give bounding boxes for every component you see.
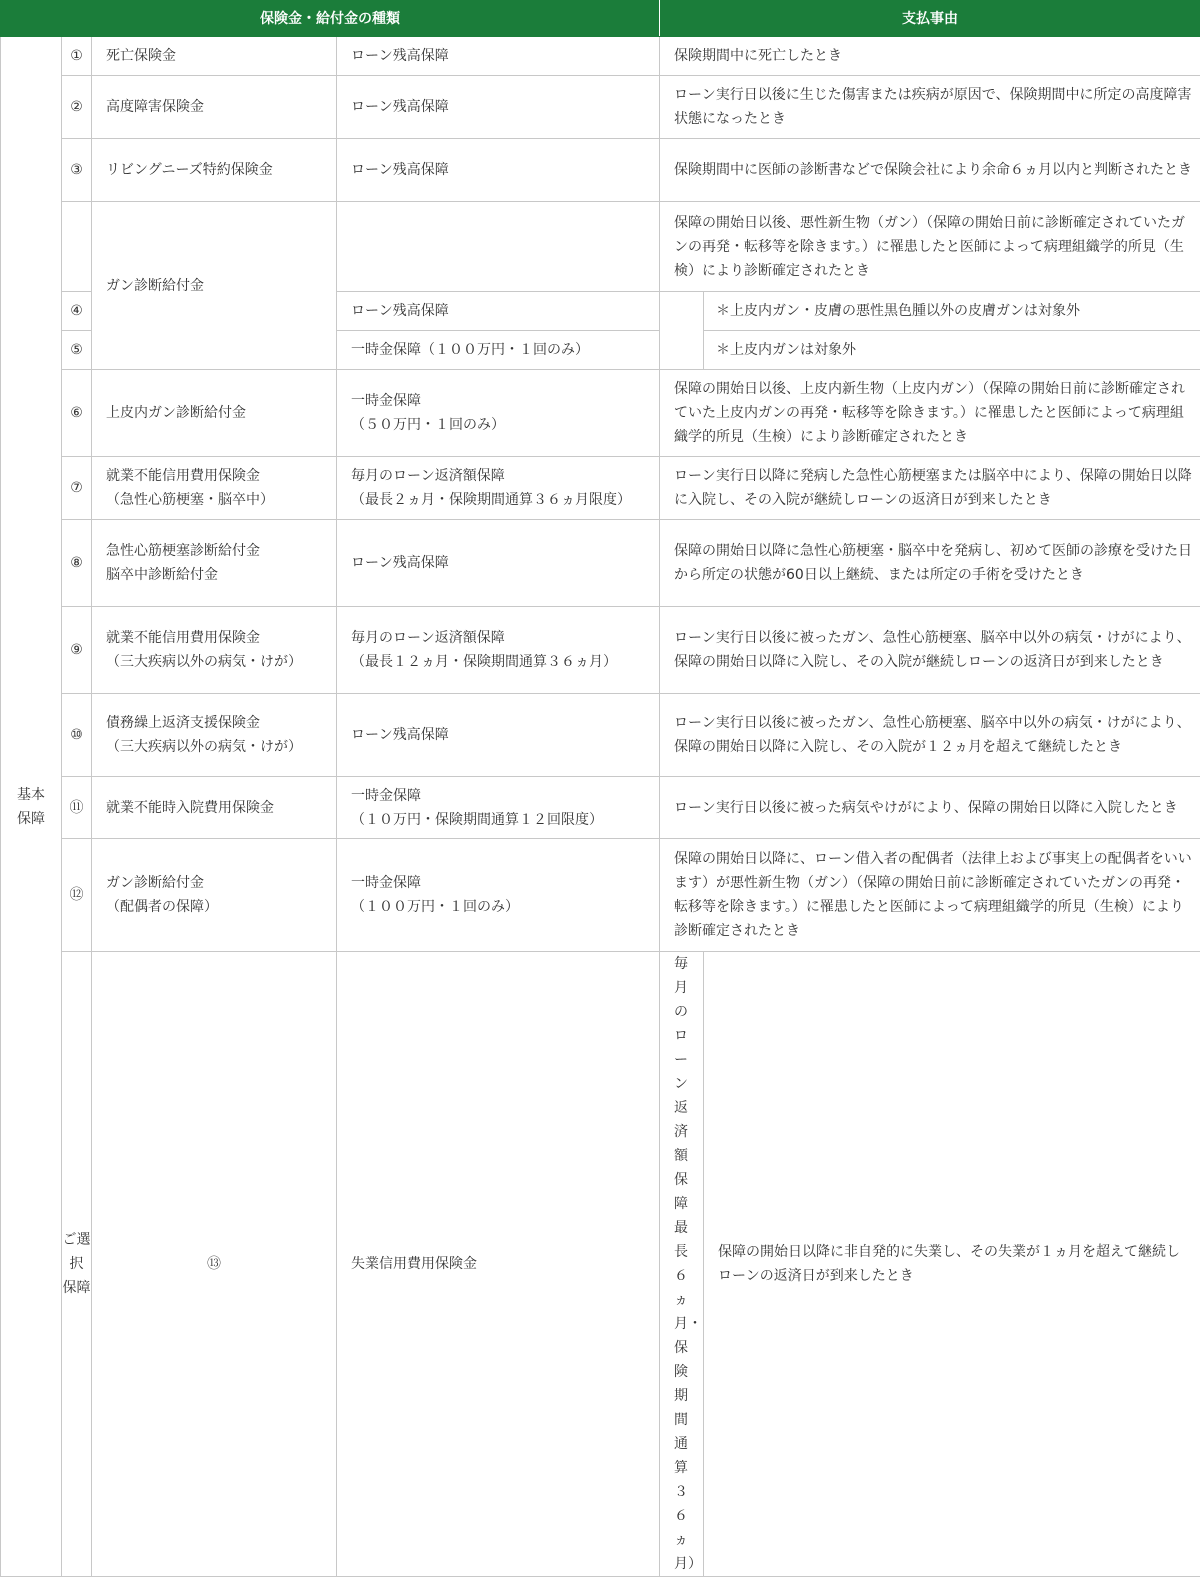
- coverage: ローン残高保障: [337, 76, 660, 139]
- coverage: ローン残高保障: [337, 292, 660, 331]
- coverage: 一時金保障 （１００万円・１回のみ）: [337, 839, 660, 952]
- benefit-name: 就業不能信用費用保険金 （三大疾病以外の病気・けが）: [92, 607, 337, 694]
- benefit-name: 高度障害保険金: [92, 76, 337, 139]
- table-row: [1, 76, 1200, 139]
- benefit-name: 失業信用費用保険金: [337, 952, 660, 1577]
- coverage: ローン残高保障: [337, 37, 660, 76]
- coverage: 一時金保障 （１０万円・保険期間通算１２回限度）: [337, 777, 660, 839]
- header-type: 保険金・給付金の種類: [1, 1, 660, 37]
- payment-reason: 保障の開始日以降に急性心筋梗塞・脳卒中を発病し、初めて医師の診療を受けた日から所定の状態が60日以上継続、または所定の手術を受けたとき: [660, 520, 1200, 607]
- row-number: ⑧: [62, 520, 92, 607]
- payment-reason: ローン実行日以後に生じた傷害または疾病が原因で、保険期間中に所定の高度障害状態になったとき: [660, 76, 1200, 139]
- exclusion-note: ＊上皮内ガン・皮膚の悪性黒色腫以外の皮膚ガンは対象外: [704, 292, 1200, 331]
- row-number: ①: [62, 37, 92, 76]
- coverage: 毎月のローン返済額保障 （最長１２ヵ月・保険期間通算３６ヵ月）: [337, 607, 660, 694]
- table-header-row: [1, 1, 1200, 37]
- row-number: ②: [62, 76, 92, 139]
- row-number: ⑪: [62, 777, 92, 839]
- benefit-name: 就業不能信用費用保険金 （急性心筋梗塞・脳卒中）: [92, 457, 337, 520]
- table-row: [1, 952, 1200, 1577]
- benefit-name: ガン診断給付金 （配偶者の保障）: [92, 839, 337, 952]
- row-number: ⑤: [62, 331, 92, 370]
- benefit-name: リビングニーズ特約保険金: [92, 139, 337, 202]
- row-number: ⑨: [62, 607, 92, 694]
- payment-reason: 保障の開始日以後、上皮内新生物（上皮内ガン）（保障の開始日前に診断確定されていた上皮内ガンの再発・転移等を除きます。）に罹患したと医師によって病理組織学的所見（生検）により診断確定されたとき: [660, 370, 1200, 457]
- benefit-name: 死亡保険金: [92, 37, 337, 76]
- row-number: ⑩: [62, 694, 92, 777]
- table-row: [1, 694, 1200, 777]
- table-row: [1, 520, 1200, 607]
- payment-reason: 保険期間中に死亡したとき: [660, 37, 1200, 76]
- table-row: [1, 607, 1200, 694]
- coverage: ローン残高保障: [337, 139, 660, 202]
- note-indent: [660, 292, 704, 370]
- payment-reason: 保険期間中に医師の診断書などで保険会社により余命６ヵ月以内と判断されたとき: [660, 139, 1200, 202]
- row-number: ③: [62, 139, 92, 202]
- table-row: [1, 202, 1200, 292]
- coverage: ローン残高保障: [337, 694, 660, 777]
- benefit-name: 急性心筋梗塞診断給付金 脳卒中診断給付金: [92, 520, 337, 607]
- table-row: [1, 839, 1200, 952]
- coverage: 毎月のローン返済額保障 （最長２ヵ月・保険期間通算３６ヵ月限度）: [337, 457, 660, 520]
- coverage: 一時金保障 （５０万円・１回のみ）: [337, 370, 660, 457]
- exclusion-note: ＊上皮内ガンは対象外: [704, 331, 1200, 370]
- payment-reason: 保障の開始日以降に非自発的に失業し、その失業が１ヵ月を超えて継続しローンの返済日が到来したとき: [704, 952, 1200, 1577]
- table-row: [1, 139, 1200, 202]
- payment-reason: ローン実行日以後に被ったガン、急性心筋梗塞、脳卒中以外の病気・けがにより、保障の開始日以降に入院し、その入院が１２ヵ月を超えて継続したとき: [660, 694, 1200, 777]
- row-number: ⑥: [62, 370, 92, 457]
- coverage-blank: [337, 202, 660, 292]
- payment-reason: 保障の開始日以後、悪性新生物（ガン）（保障の開始日前に診断確定されていたガンの再発・転移等を除きます。）に罹患したと医師によって病理組織学的所見（生検）により診断確定されたとき: [660, 202, 1200, 292]
- table-row: [1, 37, 1200, 76]
- benefit-name: 就業不能時入院費用保険金: [92, 777, 337, 839]
- row-number: ⑫: [62, 839, 92, 952]
- benefit-name: ガン診断給付金: [92, 202, 337, 370]
- payment-reason: ローン実行日以降に発病した急性心筋梗塞または脳卒中により、保障の開始日以降に入院し、その入院が継続しローンの返済日が到来したとき: [660, 457, 1200, 520]
- table-row: [1, 457, 1200, 520]
- table-row: [1, 777, 1200, 839]
- payment-reason: ローン実行日以後に被った病気やけがにより、保障の開始日以降に入院したとき: [660, 777, 1200, 839]
- group-label-optional: ご選択 保障: [62, 952, 92, 1577]
- row-number: ⑦: [62, 457, 92, 520]
- coverage: 一時金保障（１００万円・１回のみ）: [337, 331, 660, 370]
- header-reason: 支払事由: [660, 1, 1200, 37]
- table-row: [1, 370, 1200, 457]
- row-number: ⑬: [92, 952, 337, 1577]
- benefit-name: 債務繰上返済支援保険金 （三大疾病以外の病気・けが）: [92, 694, 337, 777]
- group-label-basic: 基本 保障: [1, 37, 62, 1577]
- payment-reason: 保障の開始日以降に、ローン借入者の配偶者（法律上および事実上の配偶者をいいます）が悪性新生物（ガン）（保障の開始日前に診断確定されていたガンの再発・転移等を除きます。）に罹患したと医師によって病理組織学的所見（生検）により診断確定されたとき: [660, 839, 1200, 952]
- row-number: ④: [62, 292, 92, 331]
- coverage: 毎月のローン返済額保障 最長６ヵ月・保険期間通算３６ヵ月）: [660, 952, 704, 1577]
- payment-reason: ローン実行日以後に被ったガン、急性心筋梗塞、脳卒中以外の病気・けがにより、保障の開始日以降に入院し、その入院が継続しローンの返済日が到来したとき: [660, 607, 1200, 694]
- row-number-blank: [62, 202, 92, 292]
- coverage: ローン残高保障: [337, 520, 660, 607]
- benefit-name: 上皮内ガン診断給付金: [92, 370, 337, 457]
